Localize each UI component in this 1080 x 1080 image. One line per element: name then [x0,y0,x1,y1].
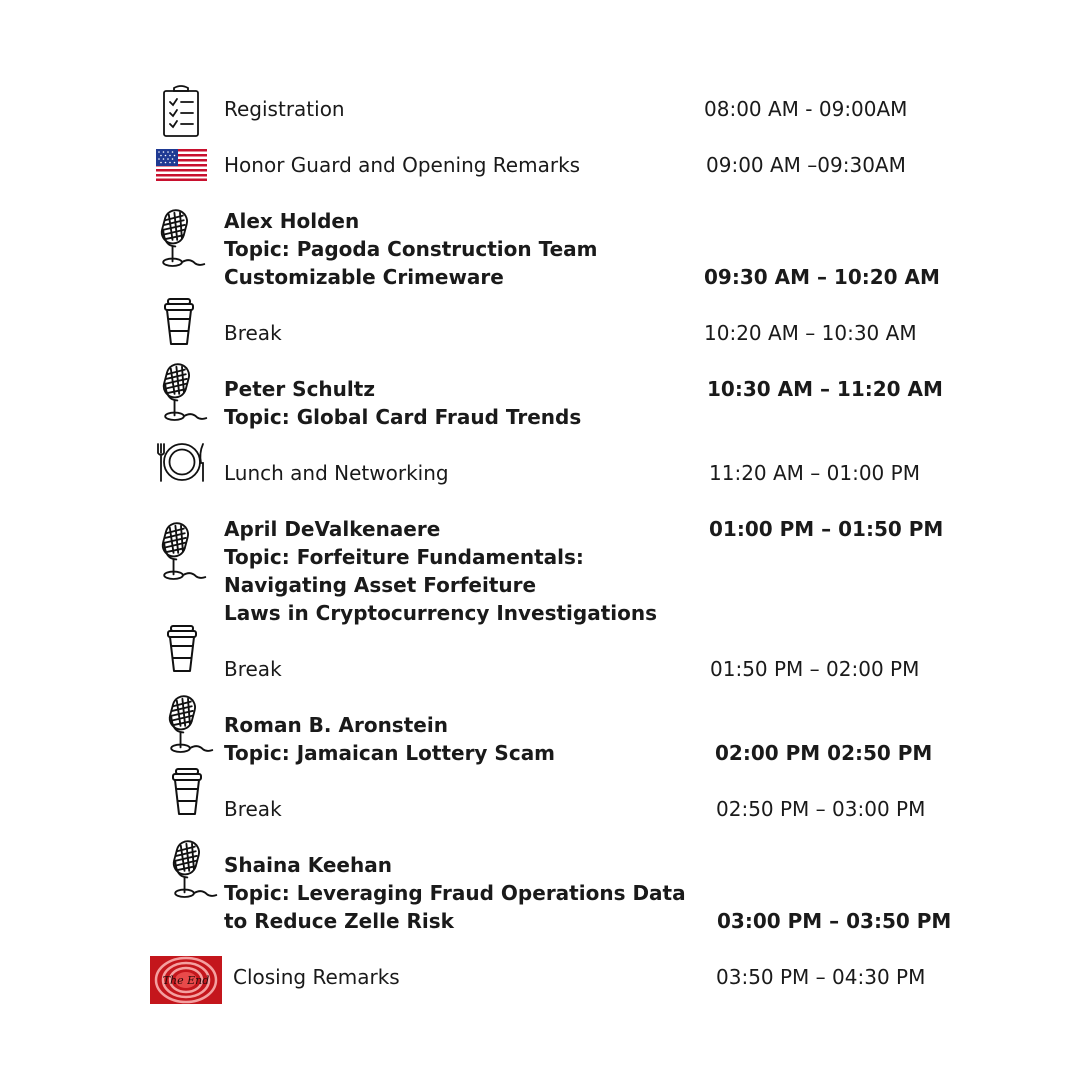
aronstein-time: 02:00 PM 02:50 PM [715,741,933,765]
break3-label: Break [224,797,282,821]
devalkenaere-topic-line2: Navigating Asset Forfeiture [224,573,537,597]
microphone-icon [152,206,208,270]
devalkenaere-time: 01:00 PM – 01:50 PM [709,517,944,541]
keehan-time: 03:00 PM – 03:50 PM [717,909,952,933]
devalkenaere-speaker: April DeValkenaere [224,517,441,541]
break3-time: 02:50 PM – 03:00 PM [716,797,926,821]
aronstein-topic-line1: Topic: Jamaican Lottery Scam [224,741,556,765]
holden-topic-line2: Customizable Crimeware [224,265,504,289]
microphone-icon [154,360,210,424]
holden-speaker: Alex Holden [224,209,360,233]
schultz-speaker: Peter Schultz [224,377,375,401]
svg-text:The End: The End [162,974,210,987]
closing-time: 03:50 PM – 04:30 PM [716,965,926,989]
break2-time: 01:50 PM – 02:00 PM [710,657,920,681]
coffee-cup-icon [169,767,205,817]
opening-time: 09:00 AM –09:30AM [706,153,906,177]
microphone-icon [153,519,209,583]
devalkenaere-topic-line3: Laws in Cryptocurrency Investigations [224,601,658,625]
registration-label: Registration [224,97,345,121]
schultz-topic-line1: Topic: Global Card Fraud Trends [224,405,582,429]
lunch-label: Lunch and Networking [224,461,449,485]
break1-time: 10:20 AM – 10:30 AM [704,321,917,345]
break1-label: Break [224,321,282,345]
opening-label: Honor Guard and Opening Remarks [224,153,581,177]
holden-time: 09:30 AM – 10:20 AM [704,265,940,289]
devalkenaere-topic-line1: Topic: Forfeiture Fundamentals: [224,545,584,569]
holden-topic-line1: Topic: Pagoda Construction Team [224,237,598,261]
the-end-badge-icon [150,956,222,1004]
microphone-icon [160,692,216,756]
lunch-time: 11:20 AM – 01:00 PM [709,461,920,485]
coffee-cup-icon [161,297,197,347]
us-flag-icon [156,149,207,181]
keehan-speaker: Shaina Keehan [224,853,392,877]
keehan-topic-line2: to Reduce Zelle Risk [224,909,454,933]
plate-cutlery-icon [155,441,209,483]
schultz-time: 10:30 AM – 11:20 AM [707,377,943,401]
keehan-topic-line1: Topic: Leveraging Fraud Operations Data [224,881,686,905]
coffee-cup-icon [164,624,200,674]
closing-label: Closing Remarks [233,965,400,989]
registration-time: 08:00 AM - 09:00AM [704,97,908,121]
aronstein-speaker: Roman B. Aronstein [224,713,448,737]
break2-label: Break [224,657,282,681]
clipboard-icon [160,85,202,139]
microphone-icon [164,837,220,901]
